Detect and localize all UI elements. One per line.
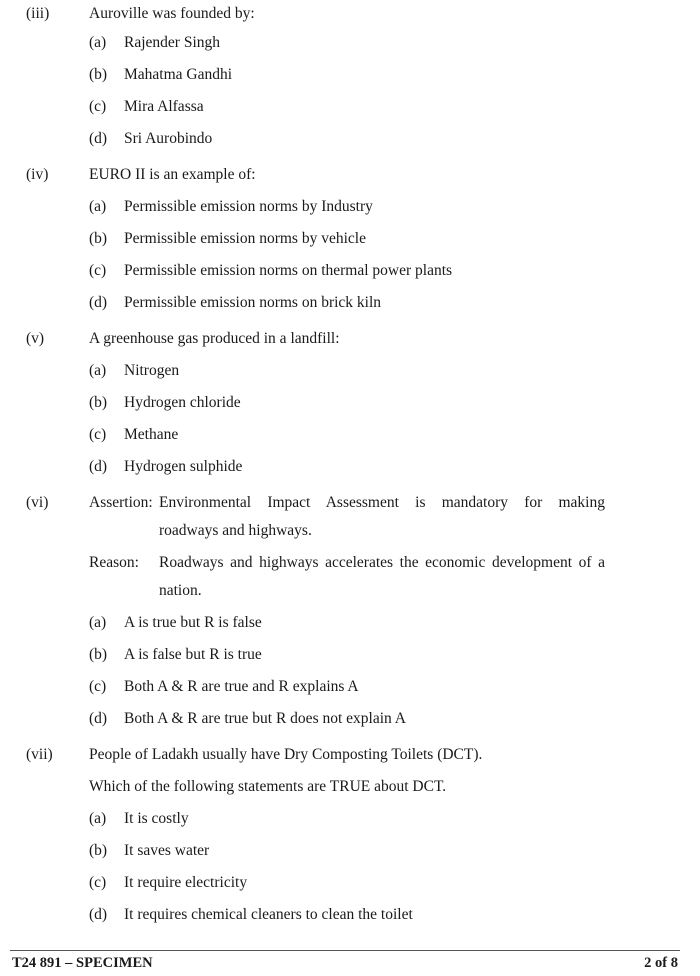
reason-text-continued: nation. bbox=[159, 582, 202, 599]
option-label: (a) bbox=[89, 614, 107, 631]
option-text: Permissible emission norms on thermal power plants bbox=[124, 262, 453, 279]
option-text: Both A & R are true and R explains A bbox=[124, 678, 359, 695]
option-label: (d) bbox=[89, 294, 108, 311]
option-text: Sri Aurobindo bbox=[124, 130, 213, 147]
option-label: (c) bbox=[89, 874, 107, 891]
option-label: (d) bbox=[89, 130, 108, 147]
question-number: (vi) bbox=[26, 494, 49, 511]
option-label: (a) bbox=[89, 362, 107, 379]
assertion-text-continued: roadways and highways. bbox=[159, 522, 312, 539]
option-text: Rajender Singh bbox=[124, 34, 220, 51]
option-text: Mira Alfassa bbox=[124, 98, 204, 115]
reason-text: Roadways and highways accelerates the economic development of a bbox=[159, 554, 605, 571]
reason-label: Reason: bbox=[89, 554, 139, 571]
footer-divider bbox=[10, 950, 680, 951]
assertion-text: Environmental Impact Assessment is mandatory for making bbox=[159, 494, 605, 511]
question-stem: Auroville was founded by: bbox=[89, 5, 255, 22]
option-label: (c) bbox=[89, 262, 107, 279]
option-label: (b) bbox=[89, 66, 108, 83]
paper-code: T24 891 – SPECIMEN bbox=[12, 955, 153, 971]
option-text: Permissible emission norms by vehicle bbox=[124, 230, 366, 247]
option-label: (c) bbox=[89, 678, 107, 695]
option-label: (b) bbox=[89, 230, 108, 247]
option-label: (d) bbox=[89, 710, 108, 727]
option-label: (a) bbox=[89, 198, 107, 215]
option-text: Permissible emission norms on brick kiln bbox=[124, 294, 382, 311]
option-label: (b) bbox=[89, 646, 108, 663]
option-label: (c) bbox=[89, 426, 107, 443]
question-number: (iii) bbox=[26, 5, 50, 22]
question-number: (vii) bbox=[26, 746, 53, 763]
option-label: (d) bbox=[89, 458, 108, 475]
option-text: It is costly bbox=[124, 810, 189, 827]
option-label: (c) bbox=[89, 98, 107, 115]
question-stem: A greenhouse gas produced in a landfill: bbox=[89, 330, 340, 347]
question-stem-continued: Which of the following statements are TRUE about DCT. bbox=[89, 778, 447, 795]
option-label: (d) bbox=[89, 906, 108, 923]
option-text: Methane bbox=[124, 426, 179, 443]
option-text: It requires chemical cleaners to clean the toilet bbox=[124, 906, 413, 923]
option-text: Mahatma Gandhi bbox=[124, 66, 233, 83]
assertion-label: Assertion: bbox=[89, 494, 153, 511]
option-text: Nitrogen bbox=[124, 362, 180, 379]
page-number: 2 of 8 bbox=[644, 955, 678, 971]
option-text: Both A & R are true but R does not explain A bbox=[124, 710, 406, 727]
question-number: (iv) bbox=[26, 166, 49, 183]
question-stem: EURO II is an example of: bbox=[89, 166, 256, 183]
option-text: It require electricity bbox=[124, 874, 248, 891]
option-text: Permissible emission norms by Industry bbox=[124, 198, 373, 215]
option-label: (a) bbox=[89, 34, 107, 51]
option-label: (a) bbox=[89, 810, 107, 827]
option-label: (b) bbox=[89, 842, 108, 859]
option-text: Hydrogen sulphide bbox=[124, 458, 243, 475]
question-stem: People of Ladakh usually have Dry Composting Toilets (DCT). bbox=[89, 746, 483, 763]
option-label: (b) bbox=[89, 394, 108, 411]
option-text: A is false but R is true bbox=[124, 646, 262, 663]
option-text: Hydrogen chloride bbox=[124, 394, 241, 411]
option-text: It saves water bbox=[124, 842, 210, 859]
question-number: (v) bbox=[26, 330, 45, 347]
option-text: A is true but R is false bbox=[124, 614, 262, 631]
